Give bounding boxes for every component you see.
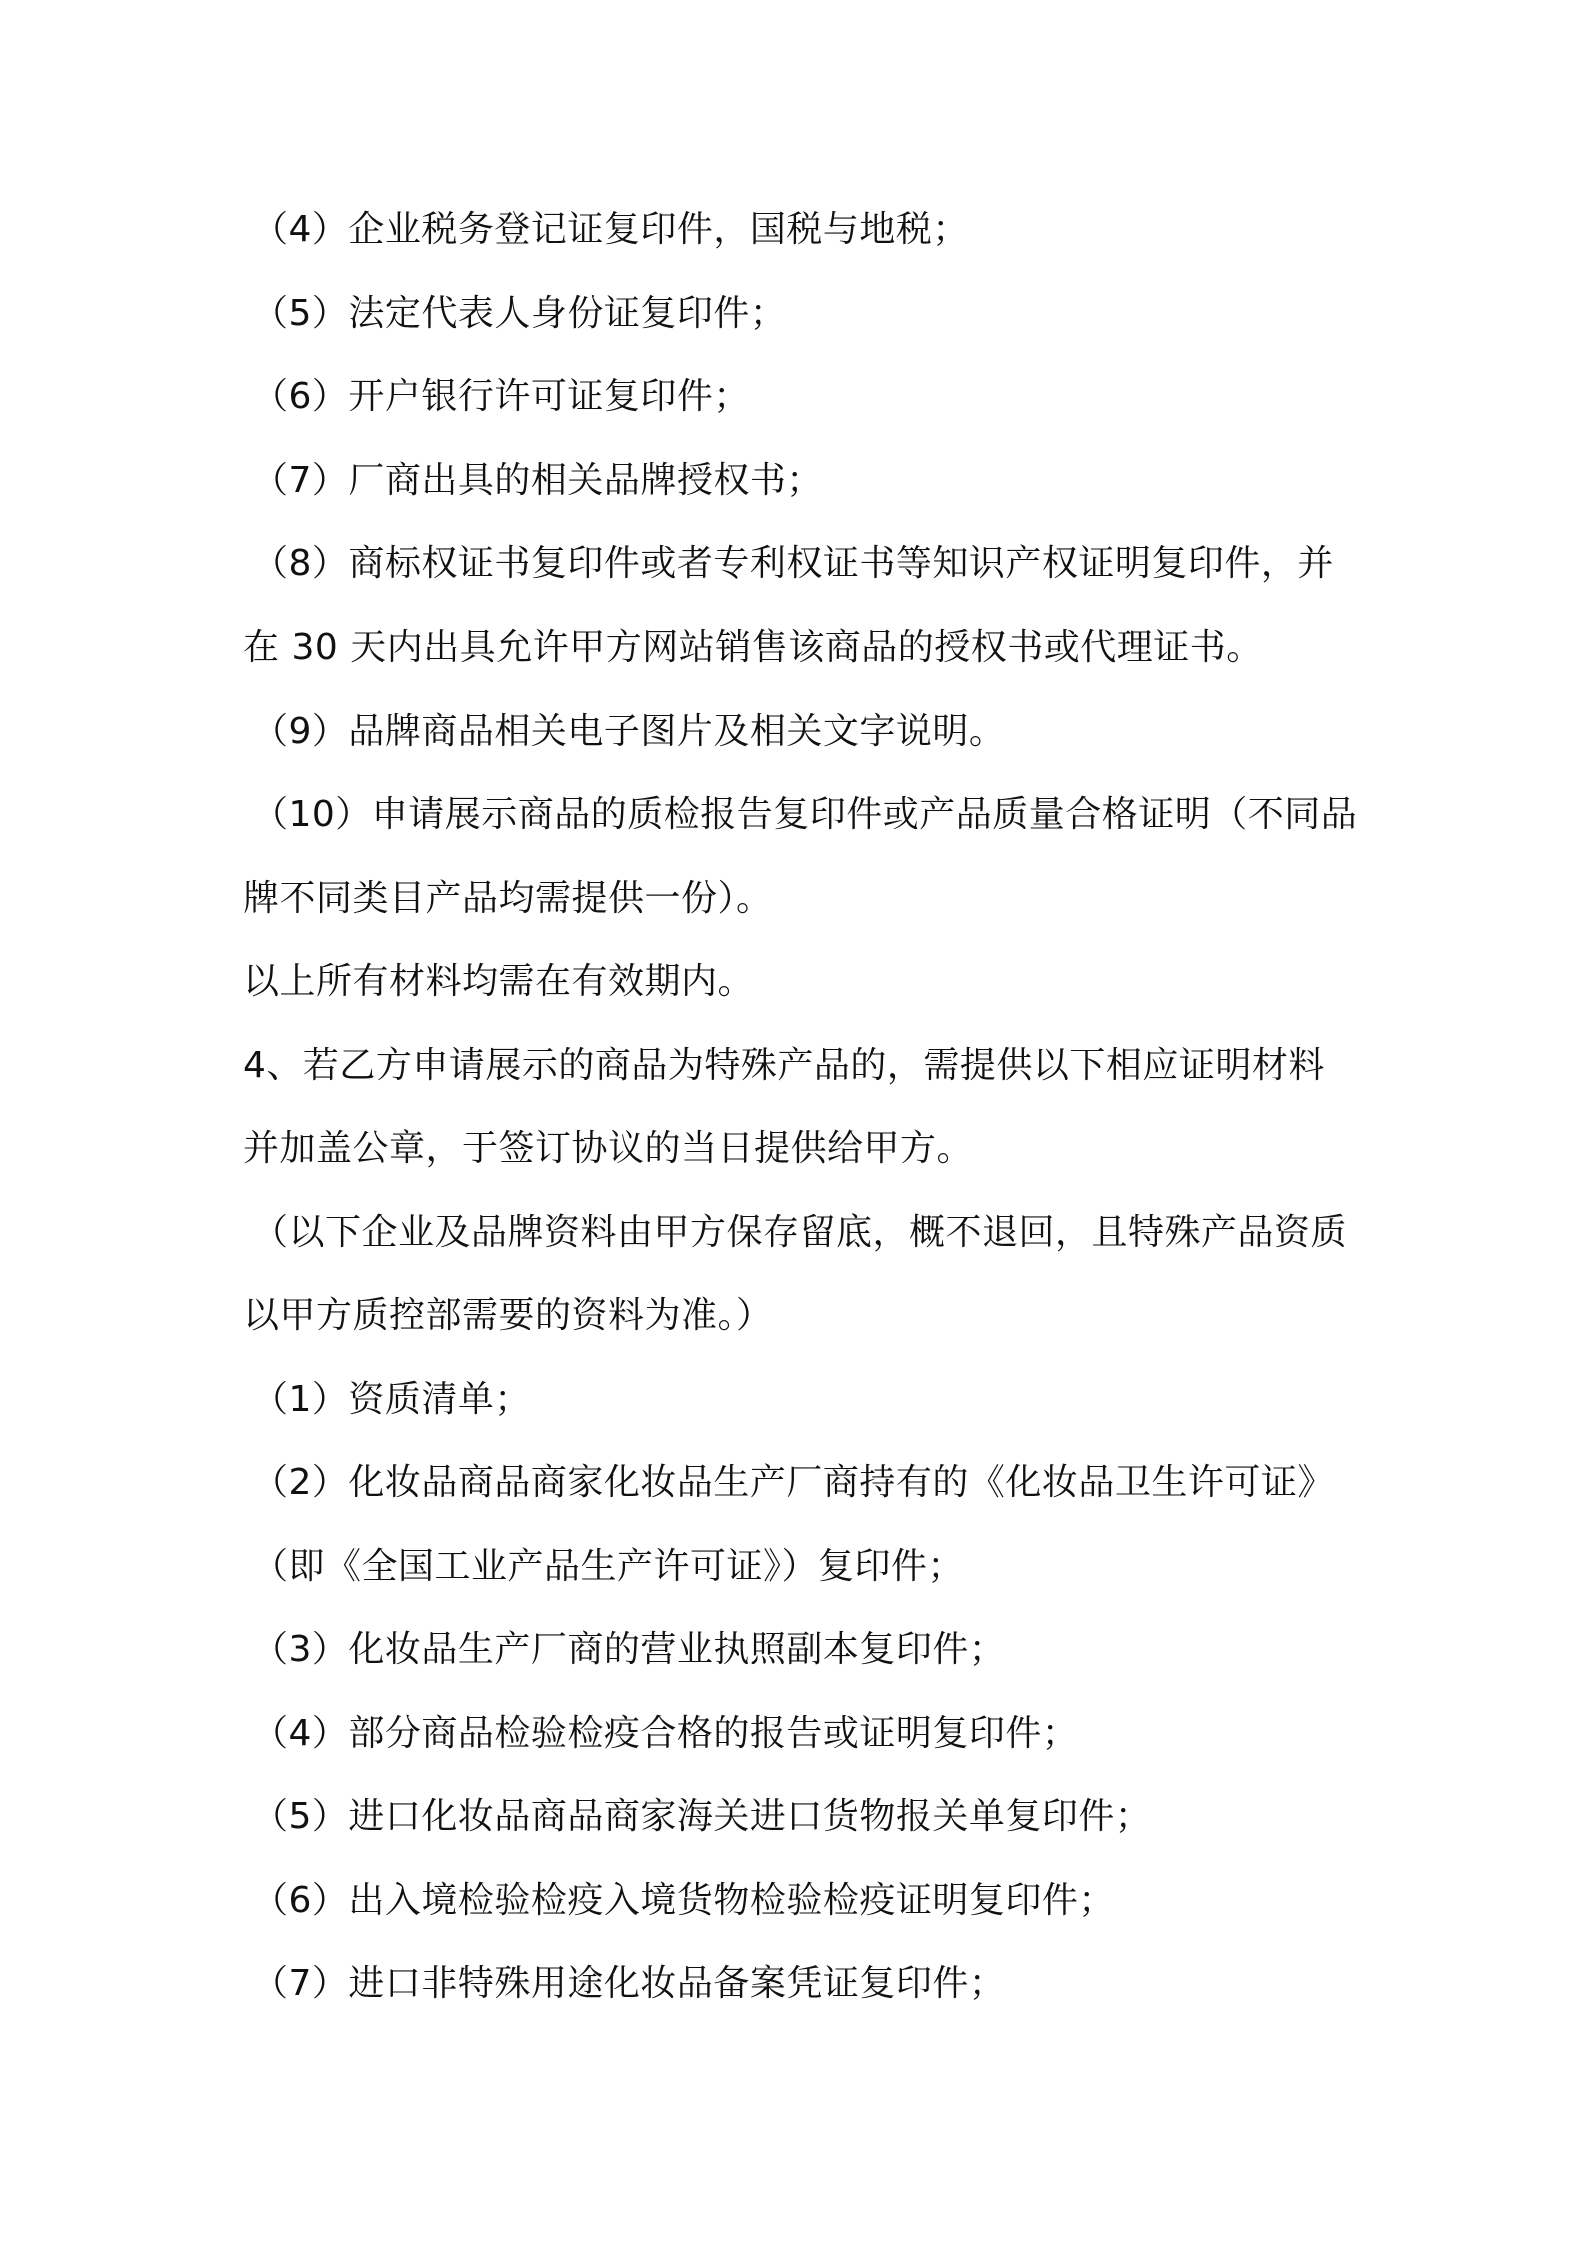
- text-line: （4）企业税务登记证复印件，国税与地税；: [252, 209, 969, 250]
- text-line: （3）化妆品生产厂商的营业执照副本复印件；: [252, 1629, 1006, 1670]
- text-line: 以甲方质控部需要的资料为准。）: [243, 1295, 773, 1336]
- text-line: （7）厂商出具的相关品牌授权书；: [252, 460, 823, 501]
- text-line: （以下企业及品牌资料由甲方保存留底，概不退回，且特殊产品资质: [252, 1212, 1348, 1253]
- text-line: （即《全国工业产品生产许可证》）复印件；: [252, 1546, 965, 1587]
- text-line: 以上所有材料均需在有效期内。: [243, 961, 755, 1002]
- text-line: 并加盖公章，于签订协议的当日提供给甲方。: [243, 1128, 974, 1169]
- text-line: （7）进口非特殊用途化妆品备案凭证复印件；: [252, 1963, 1006, 2004]
- text-line: （2）化妆品商品商家化妆品生产厂商持有的《化妆品卫生许可证》: [252, 1462, 1334, 1503]
- text-line: （9）品牌商品相关电子图片及相关文字说明。: [252, 711, 1006, 752]
- text-line: （8）商标权证书复印件或者专利权证书等知识产权证明复印件，并: [252, 543, 1334, 584]
- text-line: （4）部分商品检验检疫合格的报告或证明复印件；: [252, 1713, 1079, 1754]
- text-line: （5）法定代表人身份证复印件；: [252, 293, 787, 334]
- text-line: （6）开户银行许可证复印件；: [252, 376, 750, 417]
- text-line: （6）出入境检验检疫入境货物检验检疫证明复印件；: [252, 1880, 1115, 1921]
- text-line: 在 30 天内出具允许甲方网站销售该商品的授权书或代理证书。: [243, 627, 1263, 668]
- text-line: （5）进口化妆品商品商家海关进口货物报关单复印件；: [252, 1796, 1152, 1837]
- text-line: （1）资质清单；: [252, 1379, 531, 1420]
- text-line: 4、若乙方申请展示的商品为特殊产品的，需提供以下相应证明材料: [243, 1045, 1325, 1086]
- text-line: 牌不同类目产品均需提供一份）。: [243, 878, 773, 919]
- text-line: （10）申请展示商品的质检报告复印件或产品质量合格证明（不同品: [252, 794, 1358, 835]
